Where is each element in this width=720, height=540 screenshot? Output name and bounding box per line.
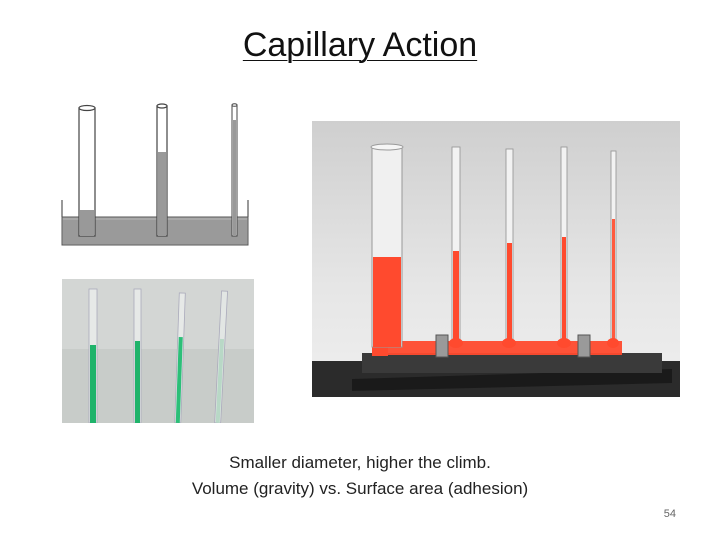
green-tubes-photo xyxy=(62,279,254,423)
page-number: 54 xyxy=(663,508,676,520)
caption xyxy=(0,450,720,502)
slide-title: Capillary Action xyxy=(242,26,478,64)
caption-line-1: Smaller diameter, higher the climb. xyxy=(229,453,491,472)
capillary-diagram xyxy=(60,100,250,248)
caption-line-2: Volume (gravity) vs. Surface area (adhesion) xyxy=(191,479,529,498)
red-tubes-photo xyxy=(312,121,680,397)
